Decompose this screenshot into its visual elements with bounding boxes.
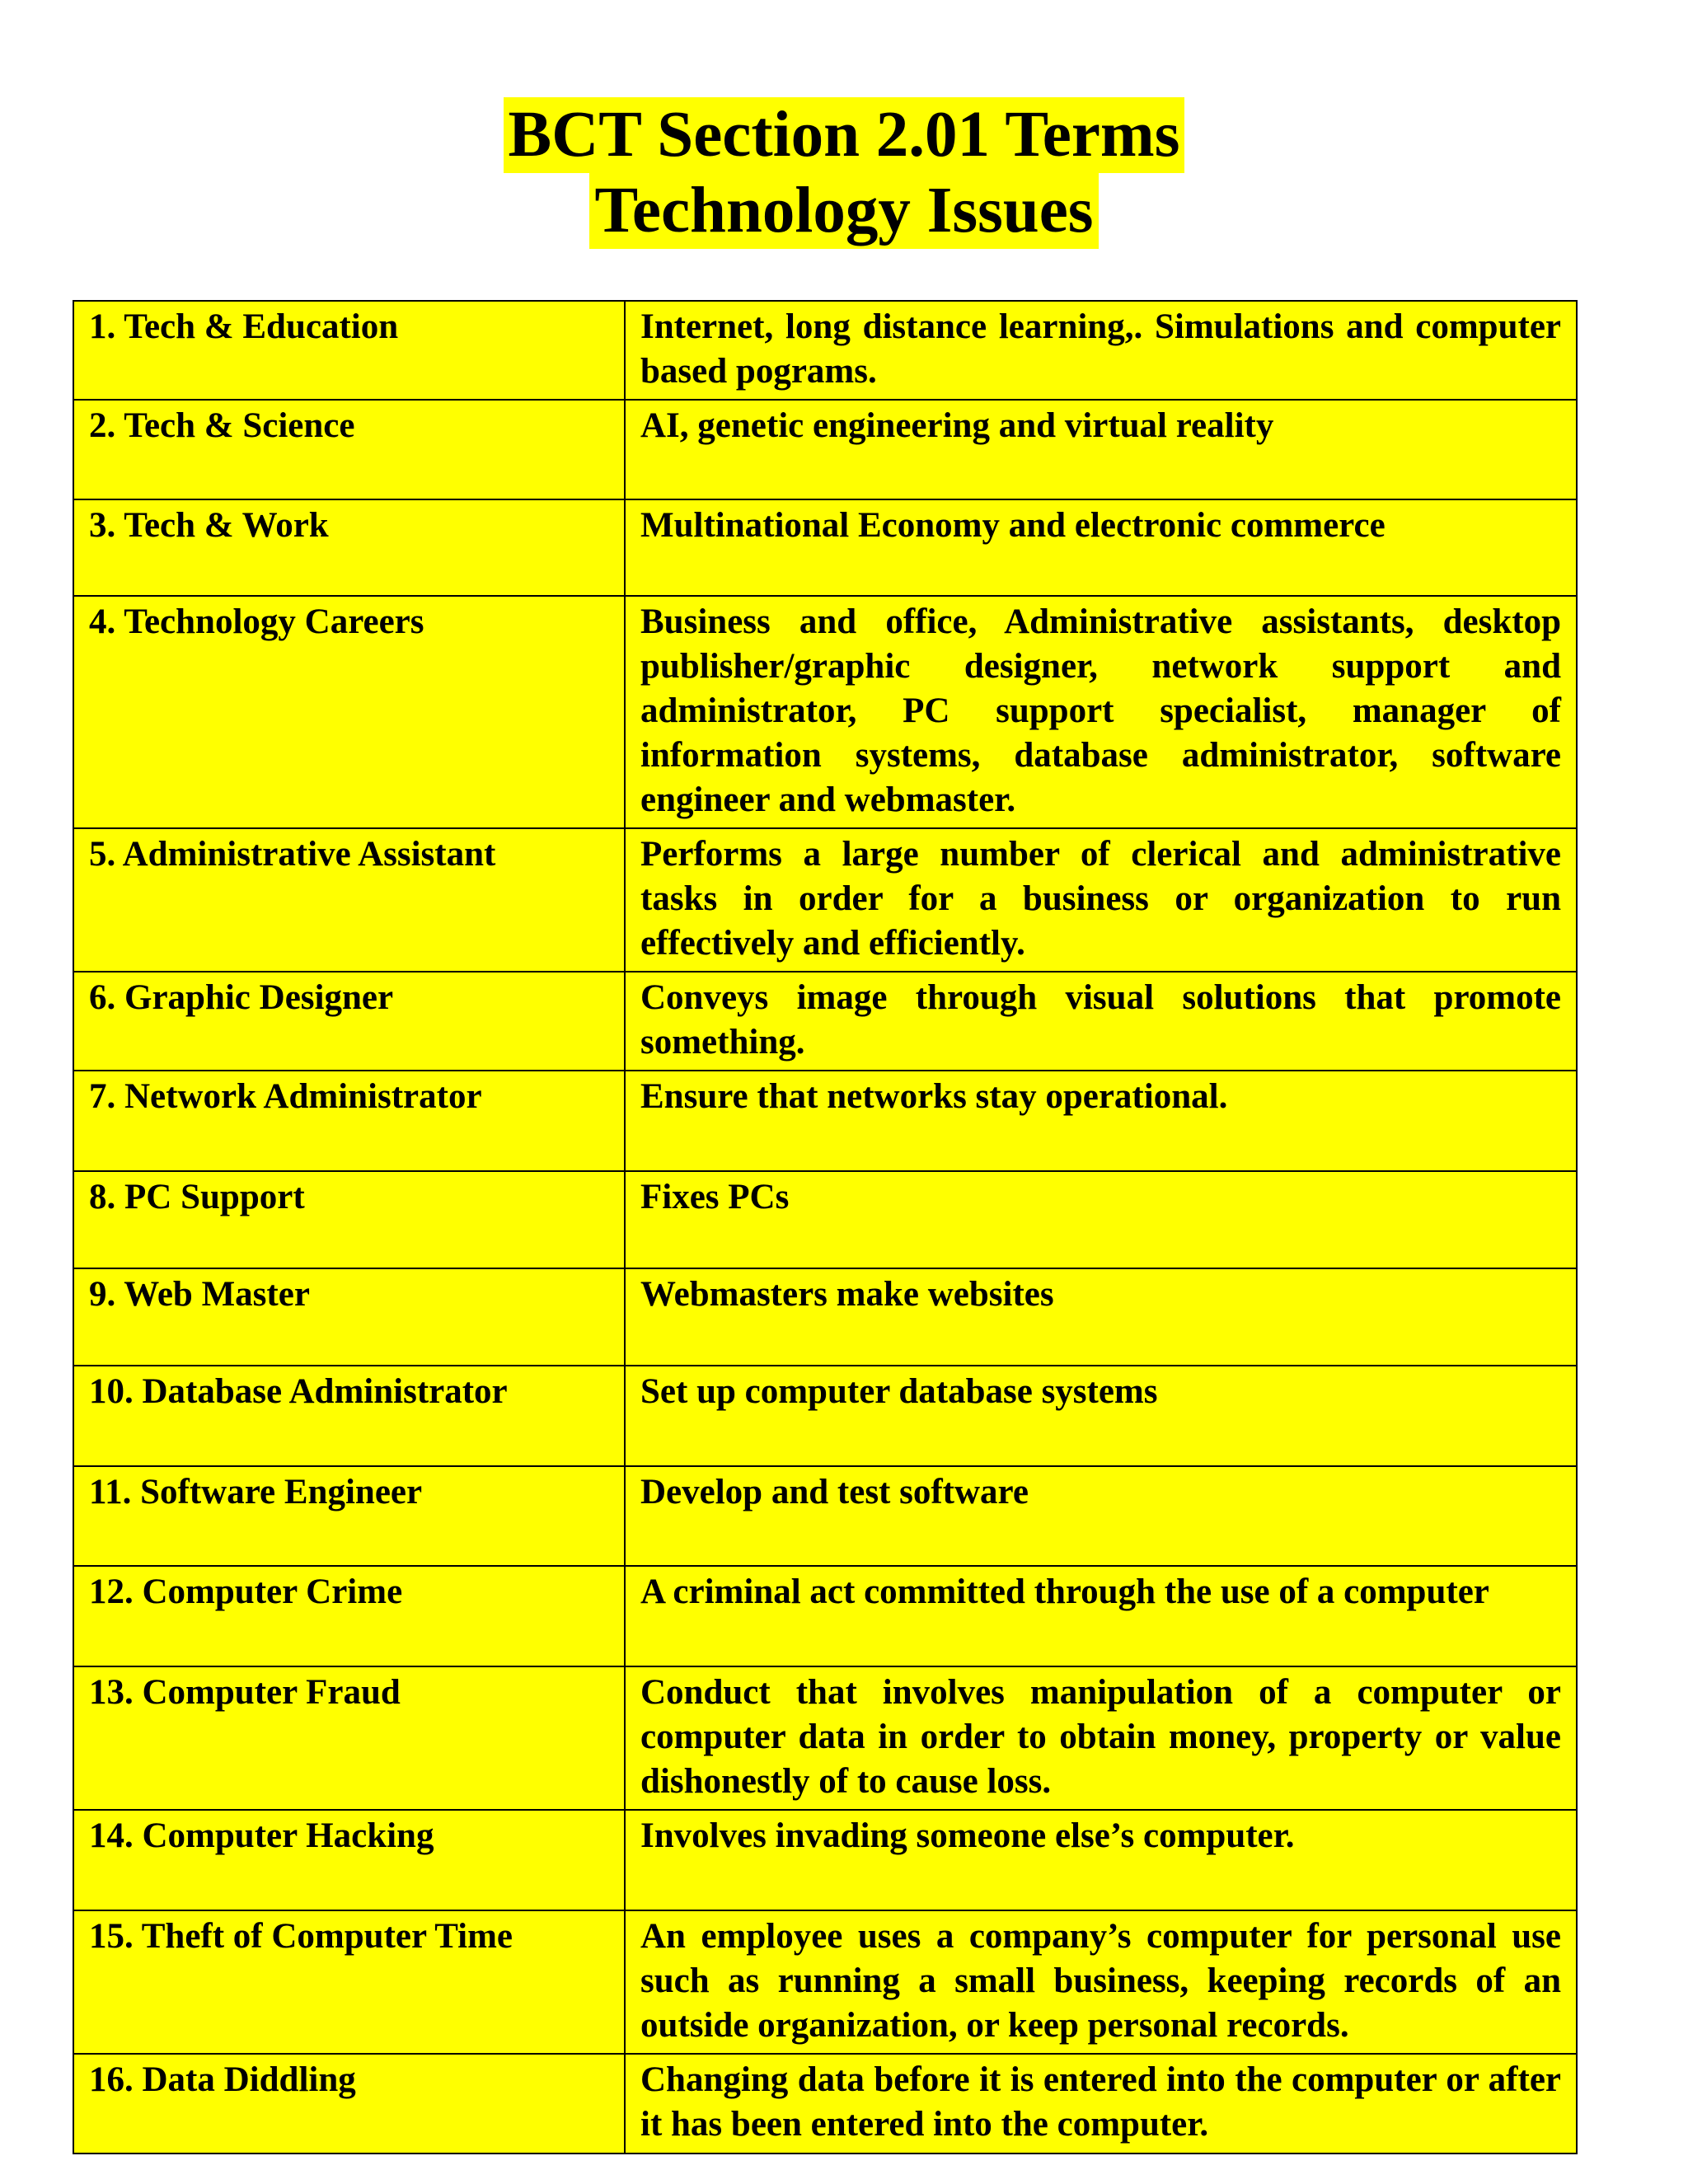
definition-cell: Conveys image through visual solutions that promote something. <box>625 972 1577 1071</box>
term-cell: 15. Theft of Computer Time <box>73 1910 625 2054</box>
title-line-2: Technology Issues <box>589 173 1098 249</box>
definition-cell: A criminal act committed through the use of a computer <box>625 1566 1577 1666</box>
term-cell: 5. Administrative Assistant <box>73 828 625 972</box>
term-cell: 7. Network Administrator <box>73 1071 625 1171</box>
definition-cell: Performs a large number of clerical and administrative tasks in order for a business or organization to run effectively and efficiently. <box>625 828 1577 972</box>
definition-cell: Set up computer database systems <box>625 1366 1577 1466</box>
definition-cell: Webmasters make websites <box>625 1268 1577 1366</box>
table-row <box>73 400 1577 499</box>
definition-cell: An employee uses a company’s computer for personal use such as running a small business, keeping records of an outside organization, or keep personal records. <box>625 1910 1577 2054</box>
page-title <box>0 97 1688 249</box>
definition-cell: Internet, long distance learning,. Simulations and computer based pograms. <box>625 301 1577 400</box>
term-cell: 14. Computer Hacking <box>73 1810 625 1910</box>
term-cell: 11. Software Engineer <box>73 1466 625 1566</box>
definition-cell: AI, genetic engineering and virtual reality <box>625 400 1577 499</box>
table-row <box>73 828 1577 972</box>
definition-cell: Involves invading someone else’s computer. <box>625 1810 1577 1910</box>
term-cell: 9. Web Master <box>73 1268 625 1366</box>
definition-cell: Multinational Economy and electronic commerce <box>625 499 1577 596</box>
table-row <box>73 1566 1577 1666</box>
term-cell: 12. Computer Crime <box>73 1566 625 1666</box>
table-row <box>73 596 1577 828</box>
definition-cell: Fixes PCs <box>625 1171 1577 1268</box>
definition-cell: Develop and test software <box>625 1466 1577 1566</box>
term-cell: 16. Data Diddling <box>73 2054 625 2154</box>
definition-cell: Changing data before it is entered into the computer or after it has been entered into the computer. <box>625 2054 1577 2154</box>
term-cell: 4. Technology Careers <box>73 596 625 828</box>
table-row <box>73 1666 1577 1810</box>
table-row <box>73 1071 1577 1171</box>
term-cell: 13. Computer Fraud <box>73 1666 625 1810</box>
term-cell: 3. Tech & Work <box>73 499 625 596</box>
definition-cell: Conduct that involves manipulation of a computer or computer data in order to obtain money, property or value dishonestly of to cause loss. <box>625 1666 1577 1810</box>
definition-cell: Business and office, Administrative assistants, desktop publisher/graphic designer, network support and administrator, PC support specialist, manager of information systems, database administrator, software engineer and webmaster. <box>625 596 1577 828</box>
table-row <box>73 2054 1577 2154</box>
table-row <box>73 1810 1577 1910</box>
term-cell: 2. Tech & Science <box>73 400 625 499</box>
table-row <box>73 1268 1577 1366</box>
table-row <box>73 1910 1577 2054</box>
definition-cell: Ensure that networks stay operational. <box>625 1071 1577 1171</box>
table-row <box>73 499 1577 596</box>
table-row <box>73 972 1577 1071</box>
table-row <box>73 1466 1577 1566</box>
terms-table <box>73 300 1578 2154</box>
table-row <box>73 301 1577 400</box>
term-cell: 1. Tech & Education <box>73 301 625 400</box>
term-cell: 8. PC Support <box>73 1171 625 1268</box>
table-row <box>73 1171 1577 1268</box>
term-cell: 10. Database Administrator <box>73 1366 625 1466</box>
table-row <box>73 1366 1577 1466</box>
title-line-1: BCT Section 2.01 Terms <box>504 97 1185 173</box>
term-cell: 6. Graphic Designer <box>73 972 625 1071</box>
